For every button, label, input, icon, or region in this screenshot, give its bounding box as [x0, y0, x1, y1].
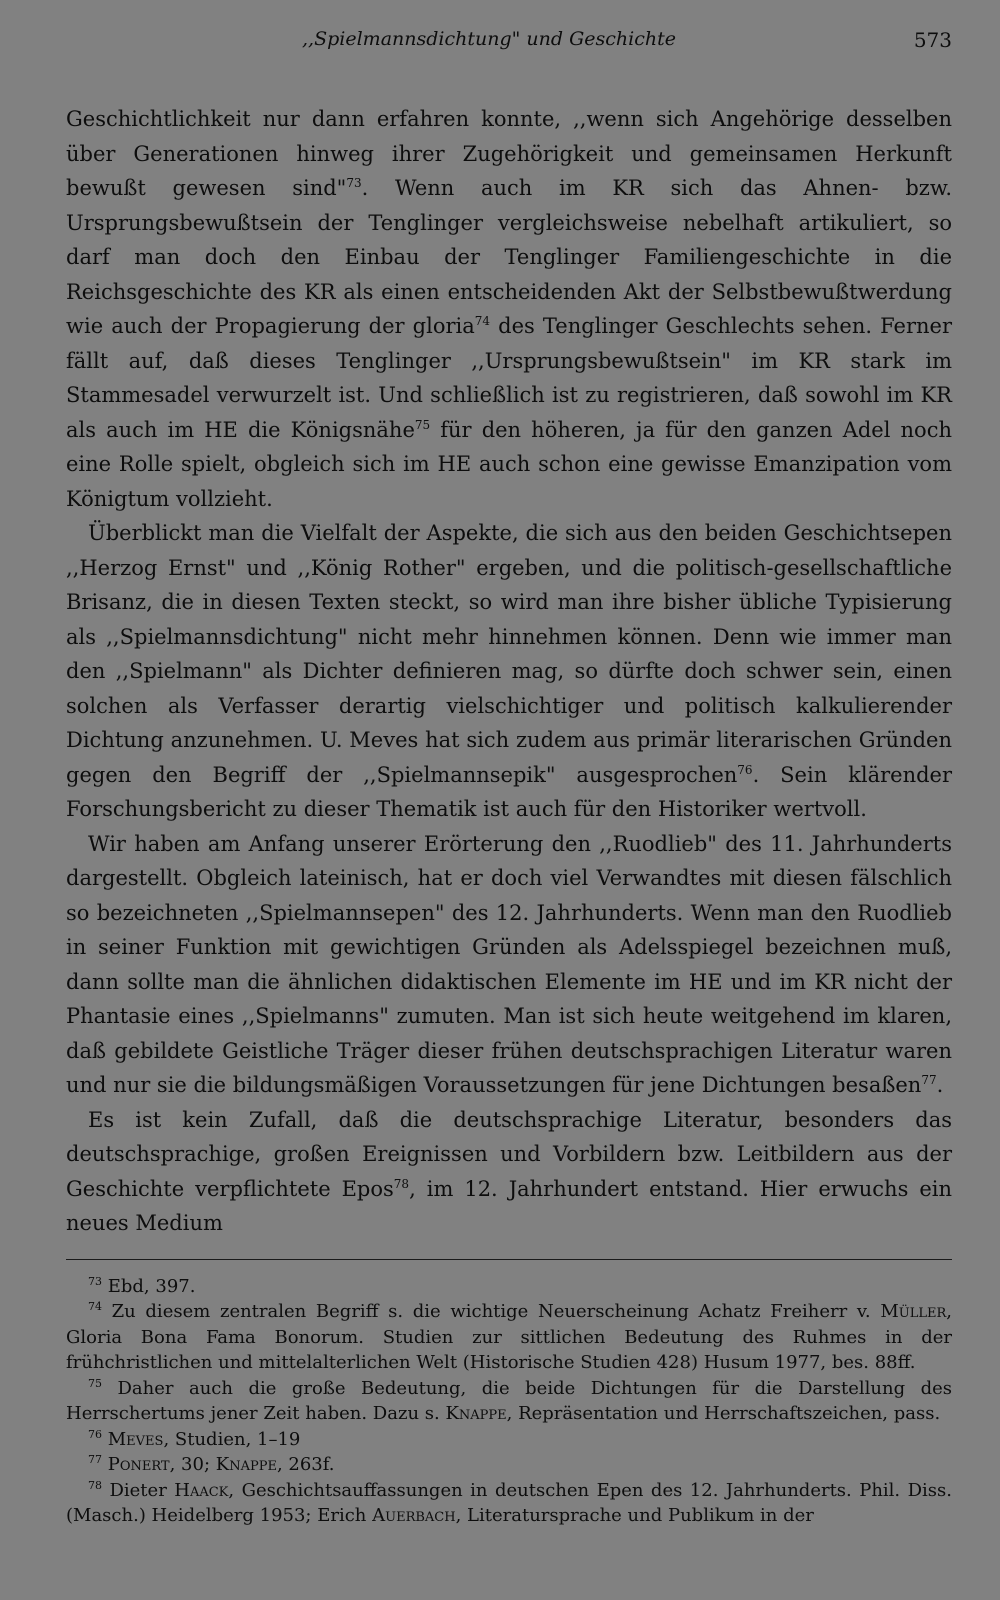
footnote-text: Ebd, 397. [107, 1275, 196, 1297]
text-run: des Tenglinger Geschlechts sehen. Ferner fällt auf, daß dieses Tenglinger ,,Ursprungsbewußtsein" im KR stark im Stammesadel verwurzelt ist. Und schließlich ist zu registrieren, daß sowohl im KR als auch im HE die Königsnähe [66, 314, 952, 442]
main-text [66, 102, 952, 1241]
paragraph-3 [66, 827, 952, 1103]
text-run: . [936, 1073, 944, 1097]
footnote-text: , Gloria Bona Fama Bonorum. Studien zur sittlichen Bedeutung des Ruhmes in der frühchristlichen und mittelalterlichen Welt (Historische Studien 428) Husum 1977, bes. 88ff. [66, 1301, 952, 1373]
footnote-text: Dieter [109, 1479, 175, 1501]
footnote-ref-78: 78 [393, 1176, 410, 1191]
footnotes [66, 1274, 952, 1529]
author-name: Knappe [445, 1403, 507, 1424]
page-number: 573 [913, 28, 952, 52]
footnote-ref-75: 75 [414, 417, 431, 432]
footnote-text: Daher auch die große Bedeutung, die beide Dichtungen für die Darstellung des Herrschertums jener Zeit haben. Dazu s. [66, 1377, 952, 1424]
footnote-75 [66, 1376, 952, 1427]
author-name: Müller [880, 1301, 947, 1322]
author-name: Knappe [215, 1454, 277, 1475]
text-run: , im 12. Jahrhundert entstand. Hier erwuchs ein neues Medium [66, 1176, 952, 1235]
footnote-text: , Literatursprache und Publikum in der [455, 1505, 814, 1526]
footnote-77 [66, 1452, 952, 1478]
author-name: Meves [107, 1428, 164, 1450]
page-header [66, 22, 952, 62]
footnote-ref-73: 73 [346, 176, 362, 190]
footnote-number: 75 [88, 1376, 102, 1390]
text-run: . Wenn auch im KR sich das Ahnen- bzw. Ursprungsbewußtsein der Tenglinger vergleichsweise nebelhaft artikuliert, so darf man doch den Einbau der Tenglinger Familiengeschichte in die Reichsgeschichte des KR als einen entscheidenden Akt der Selbstbewußtwerdung wie auch der Propagierung der gloria [66, 176, 952, 338]
footnote-text: , Studien, 1–19 [163, 1428, 301, 1450]
footnote-ref-77: 77 [921, 1073, 937, 1087]
footnote-76 [66, 1427, 952, 1453]
author-name: Haack [174, 1479, 229, 1501]
text-run: Geschichtlichkeit nur dann erfahren konnte, ,,wenn sich Angehörige desselben über Generationen hinweg ihrer Zugehörigkeit und gemeinsamen Herkunft bewußt gewesen sind" [66, 107, 952, 200]
author-name: Auerbach [372, 1505, 456, 1526]
footnote-78 [66, 1478, 952, 1529]
text-run: Wir haben am Anfang unserer Erörterung den ,,Ruodlieb" des 11. Jahrhunderts dargestellt. Obgleich lateinisch, hat er doch viel Verwandtes mit diesen fälschlich so bezeichneten ,,Spielmannsepen" des 12. Jahrhunderts. Wenn man den Ruodlieb in seiner Funktion mit gewichtigen Gründen als Adelsspiegel bezeichnen muß, dann sollte man die ähnlichen didaktischen Elemente im HE und im KR nicht der Phantasie eines ,,Spielmanns" zumuten. Man ist sich heute weitgehend im klaren, daß gebildete Geistliche Träger dieser frühen deutschsprachigen Literatur waren und nur sie die bildungsmäßigen Voraussetzungen für jene Dichtungen besaßen [66, 831, 952, 1097]
footnote-number: 73 [88, 1274, 102, 1288]
footnote-number: 77 [88, 1453, 102, 1466]
text-run: Überblickt man die Vielfalt der Aspekte, die sich aus den beiden Geschichtsepen ,,Herzog Ernst" und ,,König Rother" ergeben, und die politisch-gesellschaftliche Brisanz, die in diesen Texten steckt, so wird man ihre bisher übliche Typisierung als ,,Spielmannsdichtung" nicht mehr hinnehmen können. Denn wie immer man den ,,Spielmann" als Dichter definieren mag, so dürfte doch schwer sein, einen solchen als Verfasser derartig vielschichtiger und politisch kalkulierender Dichtung anzunehmen. U. Meves hat sich zudem aus primär literarischen Gründen gegen den Begriff der ,,Spielmannsepik" ausgesprochen [66, 521, 952, 787]
footnote-number: 76 [88, 1427, 102, 1441]
paragraph-1 [66, 102, 952, 516]
footnote-text: , 30; [169, 1454, 216, 1475]
footnote-number: 78 [88, 1478, 102, 1492]
footnote-73 [66, 1274, 952, 1300]
footnote-text: , 263f. [276, 1454, 335, 1475]
running-title: ,,Spielmannsdichtung" und Geschichte [302, 28, 676, 50]
footnote-divider [66, 1259, 952, 1260]
paragraph-4 [66, 1103, 952, 1241]
footnote-74 [66, 1299, 952, 1376]
book-page [66, 22, 952, 1529]
text-run: für den höheren, ja für den ganzen Adel noch eine Rolle spielt, obgleich sich im HE auch schon eine gewisse Emanzipation vom Königtum vollzieht. [66, 417, 952, 511]
footnote-ref-74: 74 [474, 314, 491, 328]
author-name: Ponert [107, 1454, 170, 1475]
footnote-number: 74 [88, 1300, 102, 1313]
text-run: Es ist kein Zufall, daß die deutschsprachige Literatur, besonders das deutschsprachige, großen Ereignissen und Vorbildern bzw. Leitbildern aus der Geschichte verpflichtete Epos [66, 1107, 952, 1201]
footnote-text: Zu diesem zentralen Begriff s. die wichtige Neuerscheinung Achatz Freiherr v. [111, 1301, 881, 1322]
footnote-ref-76: 76 [737, 762, 753, 777]
footnote-text: , Geschichtsauffassungen in deutschen Epen des 12. Jahrhunderts. Phil. Diss. (Masch.) Heidelberg 1953; Erich [66, 1479, 952, 1526]
footnote-text: , Repräsentation und Herrschaftszeichen, pass. [506, 1403, 941, 1424]
text-run: . Sein klärender Forschungsbericht zu dieser Thematik ist auch für den Historiker wertvoll. [66, 762, 953, 821]
paragraph-2 [66, 516, 952, 827]
